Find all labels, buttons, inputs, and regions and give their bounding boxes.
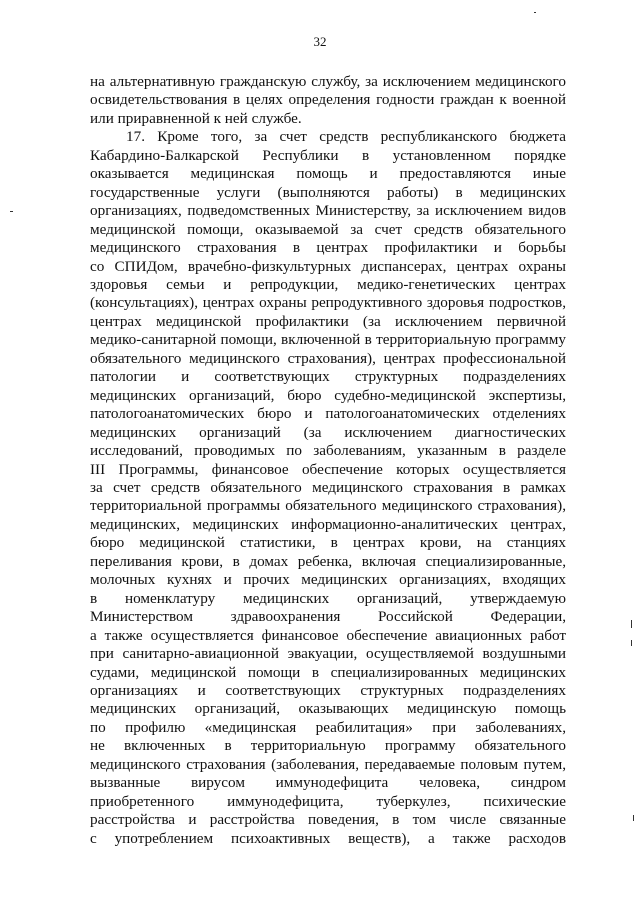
- text-line: со СПИДом, врачебно-физкультурных диспансерах, центрах охраны: [90, 257, 566, 275]
- text-line: судами, медицинской помощи в специализированных медицинских: [90, 663, 566, 681]
- text-line: а также осуществляется финансовое обеспечение авиационных работ: [90, 626, 566, 644]
- text-line: медицинского страхования (заболевания, передаваемые половым путем,: [90, 755, 566, 773]
- document-body: [90, 73, 566, 848]
- scan-mark: [633, 815, 634, 821]
- text-line: медицинского страхования в центрах профилактики и борьбы: [90, 239, 566, 257]
- text-line: приобретенного иммунодефицита, туберкулез, психические: [90, 792, 566, 810]
- text-line: Кабардино-Балкарской Республики в установленном порядке: [90, 146, 566, 164]
- text-line: патологоанатомических бюро и патологоанатомических отделениях: [90, 405, 566, 423]
- text-line: за счет средств обязательного медицинского страхования в рамках: [90, 478, 566, 496]
- text-line: III Программы, финансовое обеспечение которых осуществляется: [90, 460, 566, 478]
- text-line: обязательного медицинского страхования), центрах профессиональной: [90, 349, 566, 367]
- scan-mark: [10, 211, 13, 212]
- text-line: или приравненной к ней службе.: [90, 109, 302, 127]
- text-line: (консультациях), центрах охраны репродуктивного здоровья подростков,: [90, 294, 566, 312]
- text-line: не включенных в территориальную программу обязательного: [90, 737, 566, 755]
- text-line: исследований, проводимых по заболеваниям, указанным в разделе: [90, 442, 566, 460]
- text-line: организациях, подведомственных Министерству, за исключением видов: [90, 202, 566, 220]
- text-line: по профилю «медицинская реабилитация» при заболеваниях,: [90, 718, 566, 736]
- text-line: при санитарно-авиационной эвакуации, осуществляемой воздушными: [90, 645, 566, 663]
- text-line: медико-санитарной помощи, включенной в территориальную программу: [90, 331, 566, 349]
- scan-mark: [534, 12, 536, 13]
- text-line: вызванные вирусом иммунодефицита человека, синдром: [90, 774, 566, 792]
- scan-mark: [631, 620, 632, 628]
- text-line: в номенклатуру медицинских организаций, утверждаемую: [90, 589, 566, 607]
- text-line: медицинских организаций, бюро судебно-медицинской экспертизы,: [90, 386, 566, 404]
- text-line: медицинской помощи, оказываемой за счет средств обязательного: [90, 220, 566, 238]
- text-line: медицинских, медицинских информационно-аналитических центрах,: [90, 515, 566, 533]
- text-line: 17. Кроме того, за счет средств республиканского бюджета: [126, 128, 566, 146]
- text-line: оказывается медицинская помощь и предоставляются иные: [90, 165, 566, 183]
- text-line: патологии и соответствующих структурных подразделениях: [90, 368, 566, 386]
- text-line: переливания крови, в домах ребенка, включая специализированные,: [90, 552, 566, 570]
- text-line: центрах медицинской профилактики (за исключением первичной: [90, 312, 566, 330]
- text-line: расстройства и расстройства поведения, в том числе связанные: [90, 811, 566, 829]
- text-line: медицинских организаций (за исключением диагностических: [90, 423, 566, 441]
- text-line: здоровья семьи и репродукции, медико-генетических центрах: [90, 275, 566, 293]
- page-number: 32: [313, 34, 327, 49]
- text-line: освидетельствования в целях определения годности граждан к военной: [90, 91, 566, 109]
- text-line: с употреблением психоактивных веществ), а также расходов: [90, 829, 566, 847]
- text-line: организациях и соответствующих структурных подразделениях: [90, 681, 566, 699]
- scan-mark: [631, 640, 632, 646]
- text-line: государственные услуги (выполняются работы) в медицинских: [90, 183, 566, 201]
- text-line: территориальной программы обязательного медицинского страхования),: [90, 497, 566, 515]
- text-line: молочных кухнях и прочих медицинских организациях, входящих: [90, 571, 566, 589]
- text-line: на альтернативную гражданскую службу, за исключением медицинского: [90, 73, 566, 90]
- text-line: бюро медицинской статистики, в центрах крови, на станциях: [90, 534, 566, 552]
- text-line: медицинских организаций, оказывающих медицинскую помощь: [90, 700, 566, 718]
- text-line: Министерством здравоохранения Российской Федерации,: [90, 608, 566, 626]
